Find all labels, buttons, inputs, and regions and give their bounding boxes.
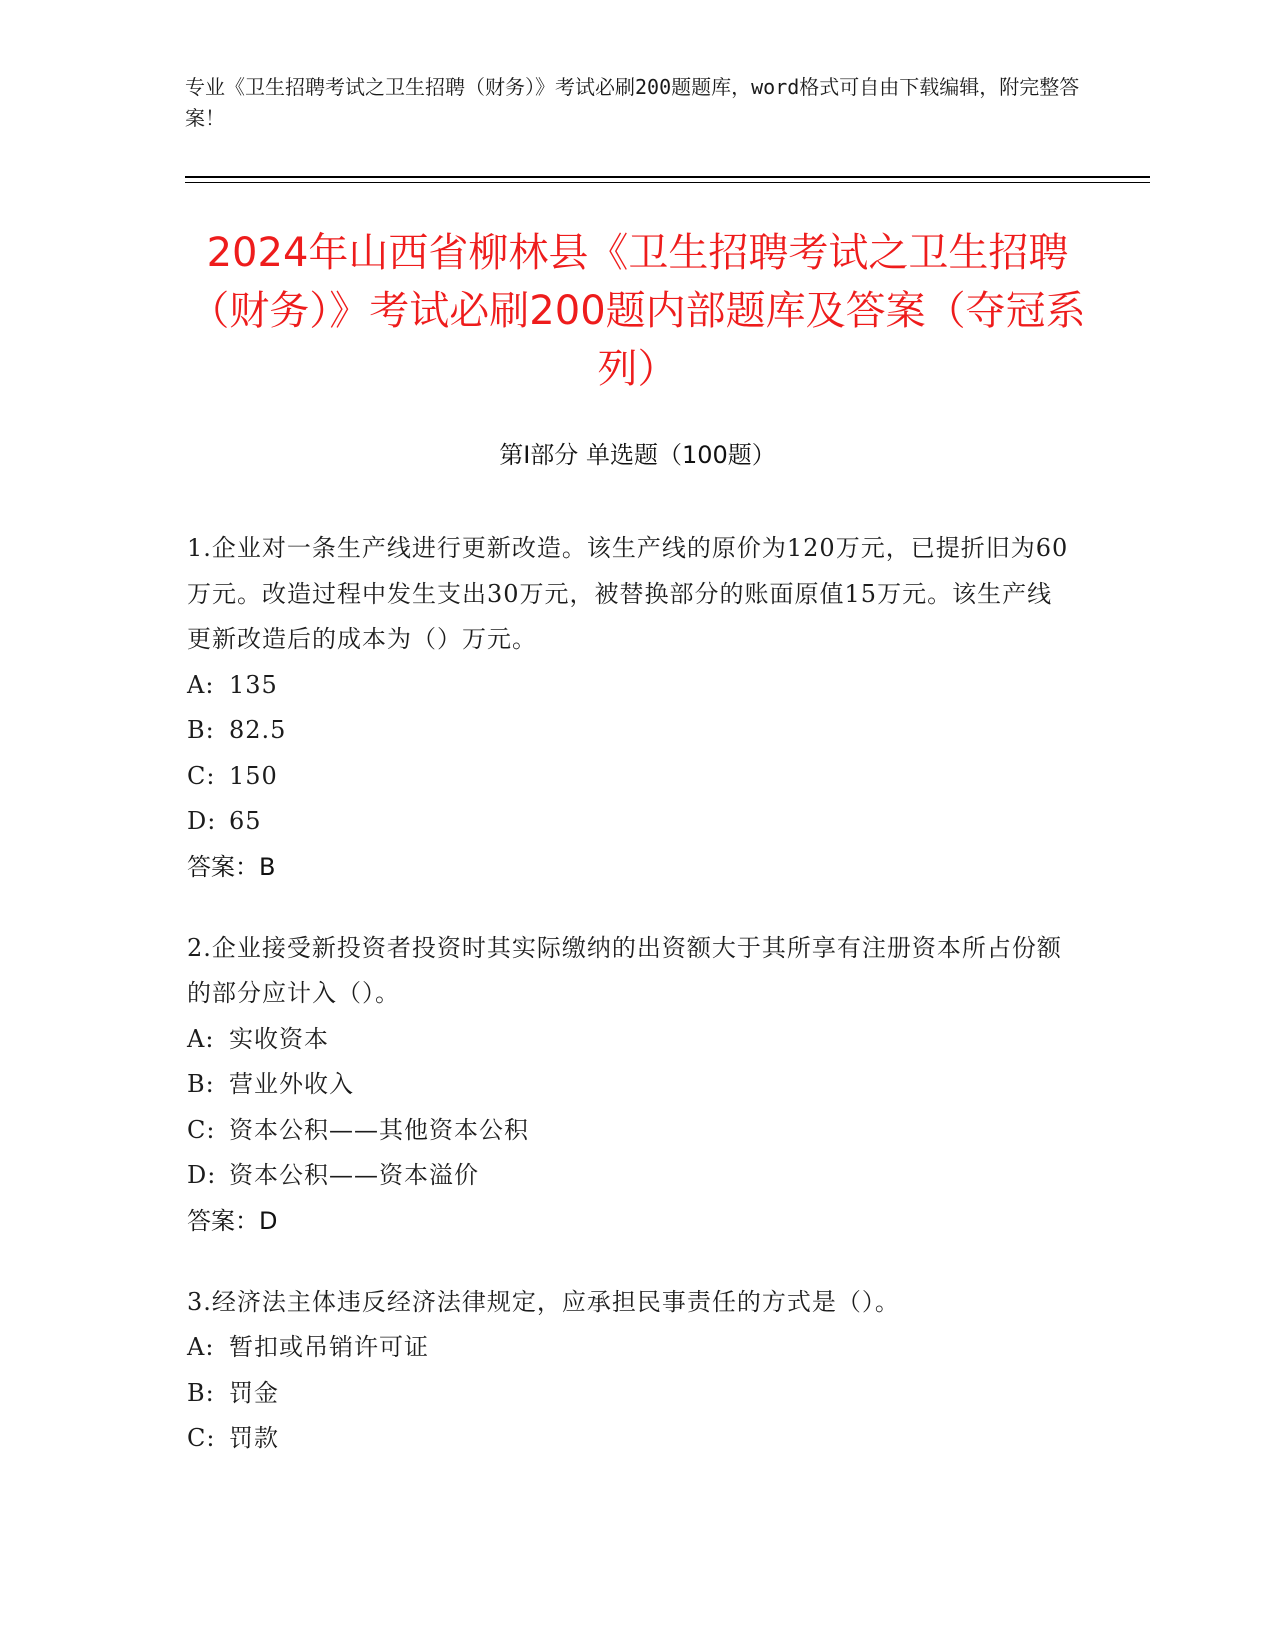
option-key: B: xyxy=(187,716,215,744)
option-text: 实收资本 xyxy=(229,1024,329,1053)
question-3 xyxy=(187,1280,1077,1462)
option-a xyxy=(187,1017,1077,1063)
option-b xyxy=(187,1371,1077,1417)
option-a xyxy=(187,663,1077,709)
answer: 答案：D xyxy=(187,1206,278,1235)
answer: 答案：B xyxy=(187,852,276,881)
question-list xyxy=(187,526,1077,1498)
header-rule-thick xyxy=(185,176,1150,178)
question-1 xyxy=(187,526,1077,890)
header-note: 专业《卫生招聘考试之卫生招聘（财务）》考试必刷200题题库，word格式可自由下载编辑，附完整答案！ xyxy=(185,75,1080,130)
option-text: 65 xyxy=(229,807,262,835)
section-title: 第Ⅰ部分 单选题（100题） xyxy=(499,441,776,469)
option-key: A: xyxy=(187,1333,215,1361)
option-text: 罚款 xyxy=(229,1424,279,1452)
option-key: D: xyxy=(187,807,217,835)
question-2 xyxy=(187,926,1077,1244)
option-a xyxy=(187,1325,1077,1371)
option-text: 暂扣或吊销许可证 xyxy=(229,1333,429,1361)
option-b xyxy=(187,708,1077,754)
option-key: B: xyxy=(187,1070,215,1098)
option-text: 罚金 xyxy=(229,1378,279,1407)
document-title: 2024年山西省柳林县《卫生招聘考试之卫生招聘（财务）》考试必刷200题内部题库及答案（夺冠系列） xyxy=(189,230,1086,392)
question-stem: 3.经济法主体违反经济法律规定，应承担民事责任的方式是（）。 xyxy=(187,1287,900,1316)
option-text: 150 xyxy=(229,761,278,790)
option-text: 资本公积——资本溢价 xyxy=(229,1161,479,1189)
option-text: 资本公积——其他资本公积 xyxy=(229,1115,529,1144)
option-key: A: xyxy=(187,670,215,699)
option-text: 135 xyxy=(229,670,278,699)
question-stem: 2.企业接受新投资者投资时其实际缴纳的出资额大于其所享有注册资本所占份额的部分应计入（）。 xyxy=(187,933,1062,1007)
option-c xyxy=(187,754,1077,800)
option-key: C: xyxy=(187,761,216,790)
option-key: A: xyxy=(187,1024,215,1053)
header-rule-thin xyxy=(185,182,1150,183)
question-stem: 1.企业对一条生产线进行更新改造。该生产线的原价为120万元，已提折旧为60万元。改造过程中发生支出30万元，被替换部分的账面原值15万元。该生产线更新改造后的成本为（）万元。 xyxy=(187,534,1069,653)
option-text: 82.5 xyxy=(229,716,287,744)
option-c xyxy=(187,1416,1077,1462)
option-text: 营业外收入 xyxy=(229,1070,354,1098)
option-d xyxy=(187,1153,1077,1199)
option-d xyxy=(187,799,1077,845)
option-key: B: xyxy=(187,1378,215,1407)
option-key: D: xyxy=(187,1161,217,1189)
option-key: C: xyxy=(187,1115,216,1144)
option-key: C: xyxy=(187,1424,216,1452)
option-c xyxy=(187,1108,1077,1154)
option-b xyxy=(187,1062,1077,1108)
